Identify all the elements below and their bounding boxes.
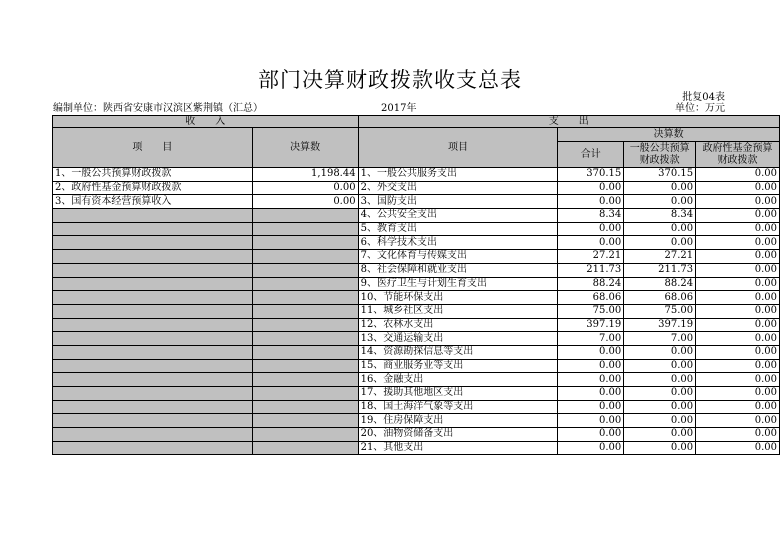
fund-budget-cell: 0.00 xyxy=(696,345,780,359)
fund-budget-cell: 0.00 xyxy=(696,373,780,387)
income-item-cell xyxy=(53,400,253,414)
expense-item-cell: 1、一般公共服务支出 xyxy=(358,168,558,182)
expense-item-cell: 12、农林水支出 xyxy=(358,318,558,332)
total-header: 合计 xyxy=(558,142,624,168)
income-item-cell xyxy=(53,263,253,277)
total-cell: 88.24 xyxy=(558,277,624,291)
general-budget-cell: 88.24 xyxy=(624,277,696,291)
income-item-cell xyxy=(53,209,253,223)
general-budget-cell: 0.00 xyxy=(624,441,696,455)
total-cell: 75.00 xyxy=(558,304,624,318)
table-row xyxy=(53,236,780,250)
income-item-cell xyxy=(53,428,253,442)
income-item-cell xyxy=(53,236,253,250)
header-row-sections xyxy=(53,116,780,128)
income-amount-cell xyxy=(252,236,358,250)
table-row xyxy=(53,359,780,373)
fund-budget-cell: 0.00 xyxy=(696,181,780,195)
total-cell: 0.00 xyxy=(558,373,624,387)
expense-item-cell: 15、商业服务业等支出 xyxy=(358,359,558,373)
income-amount-cell xyxy=(252,209,358,223)
general-budget-cell: 0.00 xyxy=(624,373,696,387)
general-budget-cell: 0.00 xyxy=(624,359,696,373)
fund-budget-cell: 0.00 xyxy=(696,304,780,318)
total-cell: 0.00 xyxy=(558,428,624,442)
fund-budget-cell: 0.00 xyxy=(696,332,780,346)
report-year: 2017年 xyxy=(381,103,417,114)
income-amount-cell xyxy=(252,291,358,305)
total-cell: 397.19 xyxy=(558,318,624,332)
income-amount-cell xyxy=(252,359,358,373)
general-budget-cell: 211.73 xyxy=(624,263,696,277)
general-budget-cell: 397.19 xyxy=(624,318,696,332)
reporting-unit: 编制单位：陕西省安康市汉滨区紫荆镇（汇总） xyxy=(53,103,263,114)
fund-budget-cell: 0.00 xyxy=(696,263,780,277)
expense-item-cell: 16、金融支出 xyxy=(358,373,558,387)
general-budget-cell: 0.00 xyxy=(624,236,696,250)
income-item-cell: 2、政府性基金预算财政拨款 xyxy=(53,181,253,195)
income-amount-cell: 0.00 xyxy=(252,195,358,209)
income-item-cell xyxy=(53,387,253,401)
total-cell: 0.00 xyxy=(558,414,624,428)
budget-summary-table xyxy=(52,115,780,455)
income-amount-cell: 1,198.44 xyxy=(252,168,358,182)
expense-item-header: 项目 xyxy=(358,128,558,168)
table-row xyxy=(53,291,780,305)
expense-item-cell: 6、科学技术支出 xyxy=(358,236,558,250)
income-item-header: 项 目 xyxy=(53,128,253,168)
header-row-columns xyxy=(53,128,780,142)
expense-item-cell: 19、住房保障支出 xyxy=(358,414,558,428)
general-budget-cell: 370.15 xyxy=(624,168,696,182)
income-amount-cell xyxy=(252,345,358,359)
expense-item-cell: 14、资源勘探信息等支出 xyxy=(358,345,558,359)
income-item-cell xyxy=(53,332,253,346)
general-budget-cell: 0.00 xyxy=(624,222,696,236)
income-item-cell xyxy=(53,304,253,318)
total-cell: 27.21 xyxy=(558,250,624,264)
table-row xyxy=(53,250,780,264)
income-amount-cell xyxy=(252,263,358,277)
expense-item-cell: 8、社会保障和就业支出 xyxy=(358,263,558,277)
table-row xyxy=(53,414,780,428)
fund-budget-cell: 0.00 xyxy=(696,400,780,414)
general-budget-cell: 0.00 xyxy=(624,195,696,209)
total-cell: 8.34 xyxy=(558,209,624,223)
income-amount-cell: 0.00 xyxy=(252,181,358,195)
general-budget-cell: 27.21 xyxy=(624,250,696,264)
total-cell: 0.00 xyxy=(558,195,624,209)
money-unit: 单位：万元 xyxy=(675,103,725,114)
income-amount-cell xyxy=(252,222,358,236)
expense-item-cell: 20、油物资储备支出 xyxy=(358,428,558,442)
fund-budget-cell: 0.00 xyxy=(696,428,780,442)
fund-budget-cell: 0.00 xyxy=(696,291,780,305)
fund-budget-cell: 0.00 xyxy=(696,209,780,223)
general-budget-cell: 0.00 xyxy=(624,345,696,359)
general-budget-cell: 0.00 xyxy=(624,181,696,195)
income-amount-cell xyxy=(252,414,358,428)
fund-budget-cell: 0.00 xyxy=(696,168,780,182)
form-number: 批复04表 xyxy=(682,92,725,103)
general-budget-cell: 0.00 xyxy=(624,400,696,414)
fund-budget-header: 政府性基金预算财政拨款 xyxy=(696,142,780,168)
expense-item-cell: 11、城乡社区支出 xyxy=(358,304,558,318)
general-budget-header: 一般公共预算财政拨款 xyxy=(624,142,696,168)
fund-budget-cell: 0.00 xyxy=(696,277,780,291)
table-row xyxy=(53,428,780,442)
general-budget-cell: 0.00 xyxy=(624,387,696,401)
fund-budget-cell: 0.00 xyxy=(696,250,780,264)
expense-item-cell: 4、公共安全支出 xyxy=(358,209,558,223)
income-amount-cell xyxy=(252,373,358,387)
income-item-cell xyxy=(53,441,253,455)
table-row xyxy=(53,400,780,414)
income-amount-header: 决算数 xyxy=(252,128,358,168)
income-amount-cell xyxy=(252,250,358,264)
fund-budget-cell: 0.00 xyxy=(696,236,780,250)
table-row xyxy=(53,441,780,455)
table-row xyxy=(53,168,780,182)
fund-budget-cell: 0.00 xyxy=(696,359,780,373)
expense-item-cell: 18、国土海洋气象等支出 xyxy=(358,400,558,414)
income-item-cell xyxy=(53,222,253,236)
expense-item-cell: 17、援助其他地区支出 xyxy=(358,387,558,401)
total-cell: 0.00 xyxy=(558,387,624,401)
table-row xyxy=(53,209,780,223)
table-row xyxy=(53,387,780,401)
income-amount-cell xyxy=(252,332,358,346)
general-budget-cell: 0.00 xyxy=(624,414,696,428)
income-item-cell xyxy=(53,414,253,428)
expense-amount-header: 决算数 xyxy=(558,128,780,142)
table-row xyxy=(53,195,780,209)
income-item-cell: 3、国有资本经营预算收入 xyxy=(53,195,253,209)
expense-item-cell: 21、其他支出 xyxy=(358,441,558,455)
general-budget-cell: 75.00 xyxy=(624,304,696,318)
fund-budget-cell: 0.00 xyxy=(696,387,780,401)
income-amount-cell xyxy=(252,387,358,401)
income-item-cell xyxy=(53,345,253,359)
table-row xyxy=(53,332,780,346)
expense-item-cell: 3、国防支出 xyxy=(358,195,558,209)
income-amount-cell xyxy=(252,400,358,414)
income-amount-cell xyxy=(252,277,358,291)
expense-item-cell: 5、教育支出 xyxy=(358,222,558,236)
income-amount-cell xyxy=(252,441,358,455)
income-item-cell xyxy=(53,291,253,305)
income-header: 收 入 xyxy=(53,116,359,128)
income-item-cell xyxy=(53,373,253,387)
fund-budget-cell: 0.00 xyxy=(696,195,780,209)
table-row xyxy=(53,345,780,359)
income-item-cell xyxy=(53,318,253,332)
total-cell: 211.73 xyxy=(558,263,624,277)
table-row xyxy=(53,318,780,332)
total-cell: 0.00 xyxy=(558,236,624,250)
expense-item-cell: 2、外交支出 xyxy=(358,181,558,195)
income-amount-cell xyxy=(252,304,358,318)
income-item-cell xyxy=(53,359,253,373)
expense-item-cell: 9、医疗卫生与计划生育支出 xyxy=(358,277,558,291)
income-item-cell: 1、一般公共预算财政拨款 xyxy=(53,168,253,182)
general-budget-cell: 68.06 xyxy=(624,291,696,305)
general-budget-cell: 8.34 xyxy=(624,209,696,223)
total-cell: 0.00 xyxy=(558,359,624,373)
general-budget-cell: 7.00 xyxy=(624,332,696,346)
table-row xyxy=(53,222,780,236)
fund-budget-cell: 0.00 xyxy=(696,318,780,332)
fund-budget-cell: 0.00 xyxy=(696,441,780,455)
income-amount-cell xyxy=(252,428,358,442)
total-cell: 370.15 xyxy=(558,168,624,182)
income-item-cell xyxy=(53,250,253,264)
table-row xyxy=(53,277,780,291)
fund-budget-cell: 0.00 xyxy=(696,414,780,428)
table-row xyxy=(53,181,780,195)
total-cell: 0.00 xyxy=(558,400,624,414)
expense-item-cell: 13、交通运输支出 xyxy=(358,332,558,346)
table-row xyxy=(53,373,780,387)
expense-item-cell: 7、文化体育与传媒支出 xyxy=(358,250,558,264)
total-cell: 0.00 xyxy=(558,345,624,359)
income-amount-cell xyxy=(252,318,358,332)
table-row xyxy=(53,263,780,277)
total-cell: 0.00 xyxy=(558,181,624,195)
income-item-cell xyxy=(53,277,253,291)
total-cell: 68.06 xyxy=(558,291,624,305)
total-cell: 7.00 xyxy=(558,332,624,346)
general-budget-cell: 0.00 xyxy=(624,428,696,442)
expense-header: 支 出 xyxy=(358,116,779,128)
fund-budget-cell: 0.00 xyxy=(696,222,780,236)
total-cell: 0.00 xyxy=(558,222,624,236)
table-row xyxy=(53,304,780,318)
expense-item-cell: 10、节能环保支出 xyxy=(358,291,558,305)
total-cell: 0.00 xyxy=(558,441,624,455)
page-title: 部门决算财政拨款收支总表 xyxy=(258,68,522,92)
